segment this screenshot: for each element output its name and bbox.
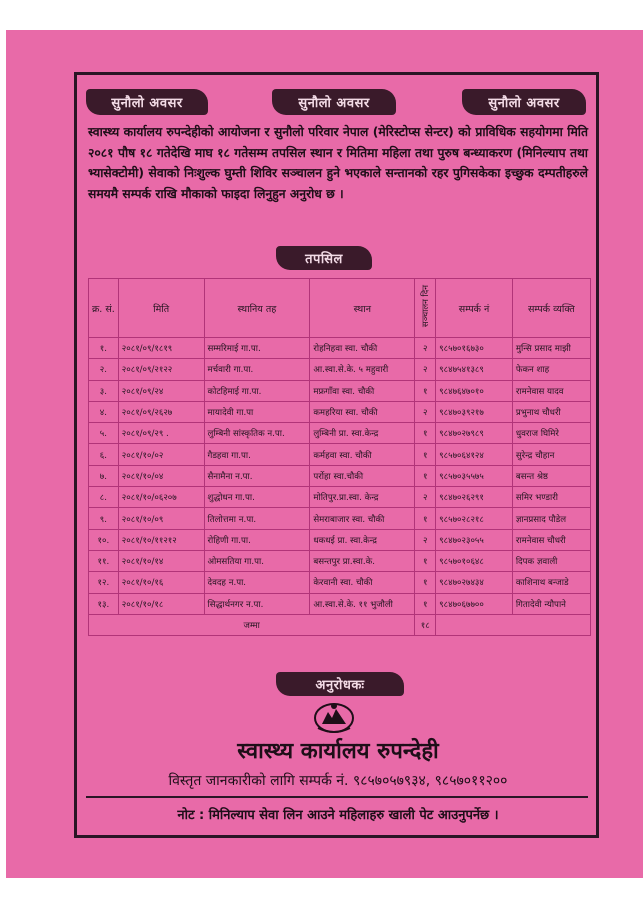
cell-location: कर्महवा स्वा. चौकी bbox=[310, 444, 415, 465]
table-total-row bbox=[89, 614, 591, 635]
cell-location: मोतिपुर.प्रा.स्वा. केन्द्र bbox=[310, 487, 415, 508]
cell-date: २०८१/०९/२४ bbox=[118, 380, 204, 401]
cell-contact-person: सुरेन्द्र चौहान bbox=[512, 444, 590, 465]
cell-contact-number: ९८४७०२६२९१ bbox=[436, 487, 513, 508]
cell-location: मफ्रगाँवा स्वा. चौकी bbox=[310, 380, 415, 401]
cell-date: २०८१/१०/०२ bbox=[118, 444, 204, 465]
table-row bbox=[89, 593, 591, 614]
total-value: १८ bbox=[415, 614, 436, 635]
cell-serial: १२. bbox=[89, 572, 119, 593]
cell-serial: ६. bbox=[89, 444, 119, 465]
cell-days: १ bbox=[415, 550, 436, 571]
requester-heading: अनुरोधकः bbox=[276, 672, 404, 696]
cell-days: २ bbox=[415, 401, 436, 422]
cell-contact-number: ९८५७०६४१२४ bbox=[436, 444, 513, 465]
cell-local-level: ओमसतिया गा.पा. bbox=[204, 550, 310, 571]
cell-days: २ bbox=[415, 529, 436, 550]
cell-date: २०८१/०९/२९ . bbox=[118, 423, 204, 444]
banner-center: सुनौलो अवसर bbox=[272, 89, 396, 115]
cell-serial: ११. bbox=[89, 550, 119, 571]
contact-line: विस्तृत जानकारीको लागि सम्पर्क नं. ९८५७०५७९३४, ९८५७०११२०० bbox=[168, 773, 508, 789]
cell-contact-number: ९८४७०२७४३४ bbox=[436, 572, 513, 593]
header-days bbox=[415, 279, 436, 338]
table-row bbox=[89, 444, 591, 465]
cell-local-level: सम्मरिमाई गा.पा. bbox=[204, 338, 310, 359]
cell-location: पर्रोहा स्वा.चौकी bbox=[310, 465, 415, 486]
cell-contact-person: रामनेवास यादव bbox=[512, 380, 590, 401]
schedule-heading: तपसिल bbox=[276, 246, 372, 270]
header-contact-person: सम्पर्क व्यक्ति bbox=[512, 279, 590, 338]
cell-serial: ३. bbox=[89, 380, 119, 401]
note: नोट : मिनिल्याप सेवा लिन आउने महिलाहरु खाली पेट आउनुपर्नेछ । bbox=[177, 808, 499, 823]
table-row bbox=[89, 550, 591, 571]
table-row bbox=[89, 508, 591, 529]
cell-days: १ bbox=[415, 508, 436, 529]
cell-local-level: सैनामैना न.पा. bbox=[204, 465, 310, 486]
cell-serial: १. bbox=[89, 338, 119, 359]
cell-contact-number: ९८५७०२८२१८ bbox=[436, 508, 513, 529]
cell-contact-number: ९८५७०१०६४८ bbox=[436, 550, 513, 571]
cell-contact-person: दिपक ज्ञवाली bbox=[512, 550, 590, 571]
cell-contact-person: बसन्त श्रेष्ठ bbox=[512, 465, 590, 486]
cell-serial: ५. bbox=[89, 423, 119, 444]
nepal-government-emblem-icon bbox=[312, 700, 356, 734]
cell-location: केरवानी स्वा. चौकी bbox=[310, 572, 415, 593]
cell-contact-number: ९८४७५४१३८९ bbox=[436, 359, 513, 380]
cell-location: बसन्तपुर प्रा.स्वा.के. bbox=[310, 550, 415, 571]
table-row bbox=[89, 380, 591, 401]
cell-location: रोहनिहवा स्वा. चौकी bbox=[310, 338, 415, 359]
cell-date: २०८१/१०/११२१२ bbox=[118, 529, 204, 550]
table-row bbox=[89, 465, 591, 486]
cell-serial: ४. bbox=[89, 401, 119, 422]
header-contact-number: सम्पर्क नं bbox=[436, 279, 513, 338]
cell-location: लुम्बिनी प्रा. स्वा.केन्द्र bbox=[310, 423, 415, 444]
table-row bbox=[89, 359, 591, 380]
cell-date: २०८१/१०/०६२०७ bbox=[118, 487, 204, 508]
cell-contact-person: धुवराज घिमिरे bbox=[512, 423, 590, 444]
schedule-table bbox=[88, 278, 591, 636]
cell-date: २०८१/१०/०९ bbox=[118, 508, 204, 529]
cell-days: १ bbox=[415, 593, 436, 614]
cell-contact-person: मुन्सि प्रसाद माझी bbox=[512, 338, 590, 359]
cell-local-level: रोहिणी गा.पा. bbox=[204, 529, 310, 550]
banner-left: सुनौलो अवसर bbox=[86, 89, 208, 115]
cell-local-level: लुम्बिनी सांस्कृतिक न.पा. bbox=[204, 423, 310, 444]
cell-date: २०८१/१०/१६ bbox=[118, 572, 204, 593]
cell-contact-number: ९८४७६४७०१० bbox=[436, 380, 513, 401]
banner-right: सुनौलो अवसर bbox=[462, 89, 586, 115]
cell-serial: ८. bbox=[89, 487, 119, 508]
table-row bbox=[89, 401, 591, 422]
cell-local-level: गैडहवा गा.पा. bbox=[204, 444, 310, 465]
cell-location: धकधई प्रा. स्वा.केन्द्र bbox=[310, 529, 415, 550]
cell-contact-person: रामनेवास चौधरी bbox=[512, 529, 590, 550]
cell-serial: १३. bbox=[89, 593, 119, 614]
cell-contact-person: काशिनाथ बन्जाडे bbox=[512, 572, 590, 593]
header-local-level: स्थानिय तह bbox=[204, 279, 310, 338]
cell-contact-number: ९८४७०२७९८९ bbox=[436, 423, 513, 444]
cell-contact-number: ९८५७०१६७३० bbox=[436, 338, 513, 359]
cell-contact-person: समिर भण्डारी bbox=[512, 487, 590, 508]
cell-local-level: देवदह न.पा. bbox=[204, 572, 310, 593]
cell-serial: १०. bbox=[89, 529, 119, 550]
cell-contact-person: ज्ञानप्रसाद पौडेल bbox=[512, 508, 590, 529]
divider bbox=[86, 796, 588, 798]
cell-days: १ bbox=[415, 465, 436, 486]
total-label: जम्मा bbox=[89, 614, 415, 635]
header-date: मिति bbox=[118, 279, 204, 338]
cell-date: २०८१/१०/१८ bbox=[118, 593, 204, 614]
cell-local-level: शुद्धोधन गा.पा. bbox=[204, 487, 310, 508]
header-days-label: सञ्चालन दिन bbox=[420, 285, 431, 328]
cell-days: २ bbox=[415, 338, 436, 359]
table-header-row bbox=[89, 279, 591, 338]
cell-date: २०८१/०९/१८१९ bbox=[118, 338, 204, 359]
table-row bbox=[89, 338, 591, 359]
table-row bbox=[89, 423, 591, 444]
header-location: स्थान bbox=[310, 279, 415, 338]
cell-location: कमहरिया स्वा. चौकी bbox=[310, 401, 415, 422]
cell-days: १ bbox=[415, 380, 436, 401]
cell-contact-person: फेकन शाह bbox=[512, 359, 590, 380]
header-serial: क्र. सं. bbox=[89, 279, 119, 338]
table-row bbox=[89, 572, 591, 593]
cell-days: १ bbox=[415, 572, 436, 593]
cell-contact-person: गितादेवी न्यौपाने bbox=[512, 593, 590, 614]
cell-local-level: मायादेवी गा.पा bbox=[204, 401, 310, 422]
cell-contact-number: ९८४७०३९२१७ bbox=[436, 401, 513, 422]
cell-local-level: मर्चवारी गा.पा. bbox=[204, 359, 310, 380]
cell-serial: २. bbox=[89, 359, 119, 380]
cell-local-level: तिलोत्तमा न.पा. bbox=[204, 508, 310, 529]
cell-days: २ bbox=[415, 359, 436, 380]
cell-serial: ९. bbox=[89, 508, 119, 529]
cell-contact-number: ९८४७०६७७०० bbox=[436, 593, 513, 614]
cell-contact-number: ९८४७०२३०५५ bbox=[436, 529, 513, 550]
table-row bbox=[89, 529, 591, 550]
cell-serial: ७. bbox=[89, 465, 119, 486]
intro-paragraph: स्वास्थ्य कार्यालय रुपन्देहीको आयोजना र सुनौलो परिवार नेपाल (मेरिस्टोप्स सेन्टर) को प्राविधिक सहयोगमा मिति २०८१ पौष १८ गतेदेखि माघ १८ गतेसम्म तपसिल स्थान र मितिमा महिला तथा पुरुष बन्ध्याकरण (मिनिल्याप तथा भ्यासेक्टोमी) सेवाको निःशुल्क घुम्ती शिविर सञ्चालन हुने भएकाले सन्तानको रहर पुगिसकेका इच्छुक दम्पतीहरुले समयमै सम्पर्क राखि मौकाको फाइदा लिनुहुन अनुरोध छ । bbox=[88, 125, 588, 201]
cell-local-level: सिद्धार्थनगर न.पा. bbox=[204, 593, 310, 614]
cell-contact-number: ९८५७०३५५७५ bbox=[436, 465, 513, 486]
cell-date: २०८१/०९/२१२२ bbox=[118, 359, 204, 380]
office-name: स्वास्थ्य कार्यालय रुपन्देही bbox=[237, 739, 439, 764]
total-empty bbox=[436, 614, 591, 635]
cell-location: सेमराबाजार स्वा. चौकी bbox=[310, 508, 415, 529]
cell-date: २०८१/१०/१४ bbox=[118, 550, 204, 571]
cell-location: आ.स्वा.से.के. ५ महुवारी bbox=[310, 359, 415, 380]
cell-date: २०८१/०९/२६२७ bbox=[118, 401, 204, 422]
cell-days: २ bbox=[415, 487, 436, 508]
cell-days: १ bbox=[415, 423, 436, 444]
cell-days: १ bbox=[415, 444, 436, 465]
cell-date: २०८१/१०/०४ bbox=[118, 465, 204, 486]
cell-location: आ.स्वा.से.के. ११ भुजौली bbox=[310, 593, 415, 614]
cell-contact-person: प्रभुनाथ चौधरी bbox=[512, 401, 590, 422]
table-row bbox=[89, 487, 591, 508]
cell-local-level: कोटहिमाई गा.पा. bbox=[204, 380, 310, 401]
